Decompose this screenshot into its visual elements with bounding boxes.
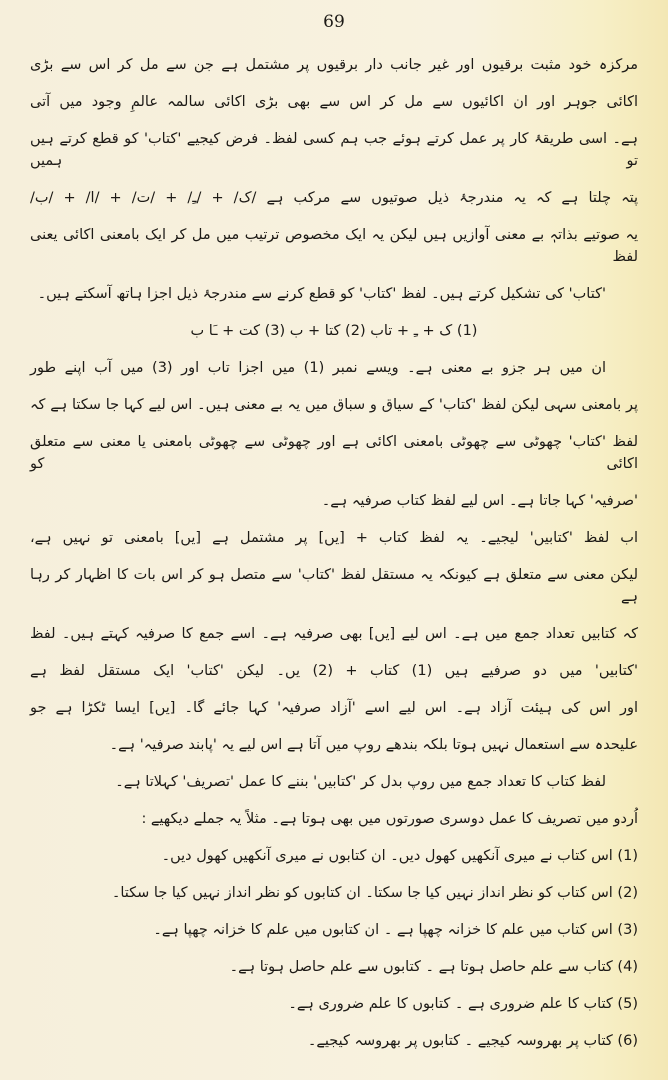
- text-line: پر بامعنی سہی لیکن لفظ 'کتاب' کے سیاق و سباق میں یہ بے معنی ہیں۔ اس لیے کہا جا سکتا ہے کہ: [30, 397, 638, 413]
- text-line: 'کتاب' کی تشکیل کرتے ہیں۔ لفظ 'کتاب' کو قطع کرنے سے مندرجۂ ذیل اجزا ہاتھ آسکتے ہیں۔: [37, 286, 606, 302]
- text-line: پتہ چلتا ہے کہ یہ مندرجۂ ذیل صوتیوں سے مرکب ہے /ک/ + /ـِ/ + /ت/ + /ا/ + /ب/: [30, 190, 638, 206]
- text-line: لفظ 'کتاب' چھوٹی سے چھوٹی بامعنی اکائی ہے اور چھوٹی سے چھوٹی بامعنی یا معنی سے متعلق اکائی کو: [30, 434, 638, 472]
- paragraph-start: لفظ کتاب کا تعداد جمع میں روپ بدل کر 'کتابیں' بننے کا عمل 'تصریف' کہلاتا ہے۔: [115, 774, 606, 790]
- formula-line: (1) ک + ـِ + تاب (2) کتا + ب (3) کت + ـَا ب: [190, 323, 478, 339]
- text-line: ہے۔ اسی طریقۂ کار پر عمل کرتے ہوئے جب ہم کسی لفظ۔ فرض کیجیے 'کتاب' کو قطع کرتے ہیں تو ہمیں: [30, 131, 638, 169]
- text-line: علیحدہ سے استعمال نہیں ہوتا بلکہ بندھے روپ میں آتا ہے اس لیے یہ 'پابند صرفیہ' ہے۔: [109, 737, 638, 753]
- example-line: (3) اس کتاب میں علم کا خزانہ چھپا ہے ۔ ان کتابوں میں علم کا خزانہ چھپا ہے۔: [153, 922, 638, 938]
- text-line: یہ صوتیے بذاتہٖ بے معنی آوازیں ہیں لیکن یہ ایک مخصوص ترتیب میں مل کر ایک بامعنی اکائی یعنی لفظ: [30, 227, 638, 265]
- text-line: مرکزہ خود مثبت برقیوں اور غیر جانب دار برقیوں پر مشتمل ہے جن سے مل کر اس سے بڑی: [30, 57, 638, 73]
- page-body: [30, 54, 638, 1052]
- text-line: 'کتابیں' میں دو صرفیے ہیں (1) کتاب + (2) یں۔ لیکن 'کتاب' ایک مستقل لفظ ہے: [30, 663, 638, 679]
- example-line: (5) کتاب کا علم ضروری ہے ۔ کتابوں کا علم ضروری ہے۔: [288, 996, 638, 1012]
- text-line: لیکن معنی سے متعلق ہے کیونکہ یہ مستقل لفظ 'کتاب' سے متصل ہو کر اس بات کا اظہار کر رہا ہے: [30, 567, 638, 605]
- paragraph-start: اب لفظ 'کتابیں' لیجیے۔ یہ لفظ کتاب + [یں] پر مشتمل ہے [یں] بامعنی تو نہیں ہے،: [30, 530, 638, 546]
- paragraph-start: ان میں ہر جزو بے معنی ہے۔ ویسے نمبر (1) میں اجزا تاب اور (3) میں آب اپنے طور: [30, 360, 606, 376]
- page-number: 69: [323, 12, 345, 32]
- example-line: (2) اس کتاب کو نظر انداز نہیں کیا جا سکتا۔ ان کتابوں کو نظر انداز نہیں کیا جا سکتا۔: [111, 885, 638, 901]
- example-line: (4) کتاب سے علم حاصل ہوتا ہے ۔ کتابوں سے علم حاصل ہوتا ہے۔: [229, 959, 638, 975]
- example-line: (1) اس کتاب نے میری آنکھیں کھول دیں۔ ان کتابوں نے میری آنکھیں کھول دیں۔: [161, 848, 638, 864]
- text-line: کہ کتابیں تعداد جمع میں ہے۔ اس لیے [یں] بھی صرفیہ ہے۔ اسے جمع کا صرفیہ کہتے ہیں۔ لفظ: [30, 626, 638, 642]
- text-line: اُردو میں تصریف کا عمل دوسری صورتوں میں بھی ہوتا ہے۔ مثلاً یہ جملے دیکھیے :: [141, 811, 638, 827]
- text-line: 'صرفیہ' کہا جاتا ہے۔ اس لیے لفظ کتاب صرفیہ ہے۔: [321, 493, 638, 509]
- example-line: (6) کتاب پر بھروسہ کیجیے ۔ کتابوں پر بھروسہ کیجیے۔: [307, 1033, 638, 1049]
- text-line: اور اس کی ہیئت آزاد ہے۔ اس لیے اسے 'آزاد صرفیہ' کہا جائے گا۔ [یں] ایسا ٹکڑا ہے جو: [30, 700, 638, 716]
- text-line: اکائی جوہر اور ان اکائیوں سے مل کر اس سے بھی بڑی اکائی سالمہ عالمِ وجود میں آتی: [30, 94, 638, 110]
